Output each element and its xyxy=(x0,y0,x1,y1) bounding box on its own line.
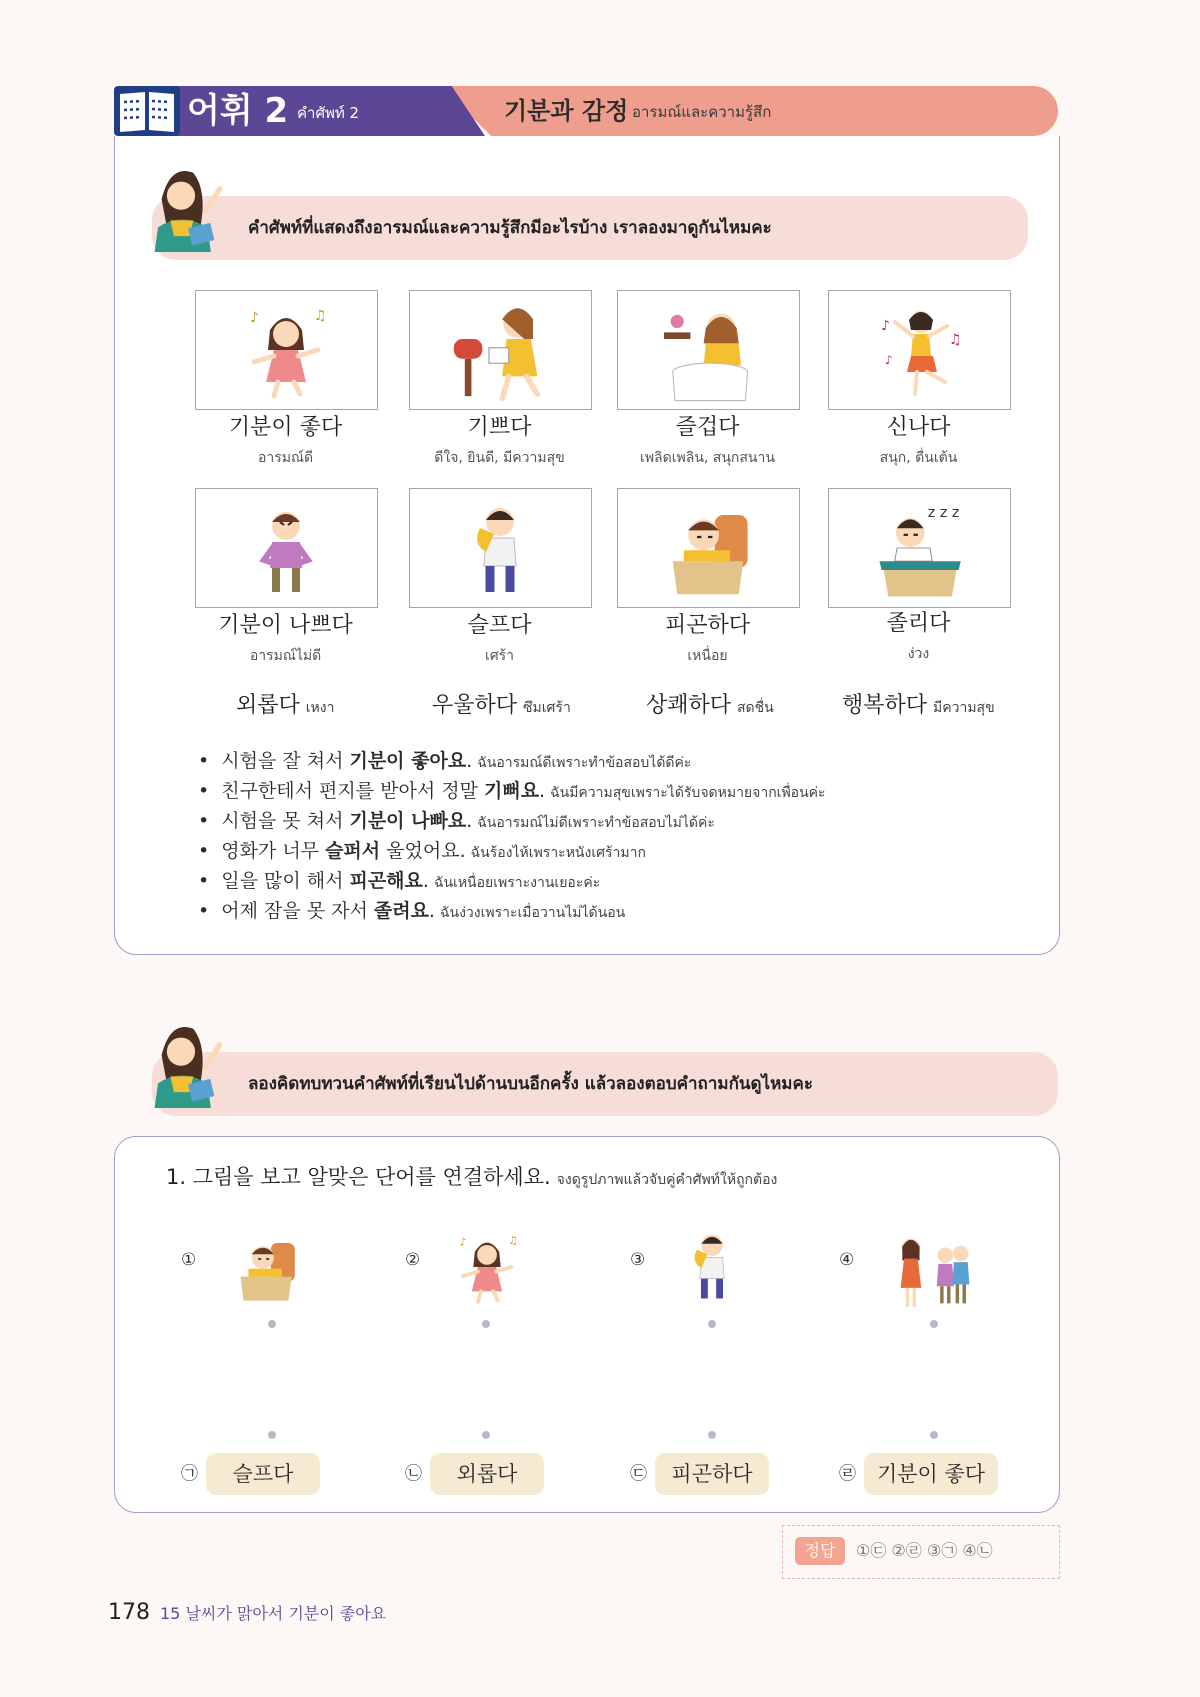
answer-text: ①㉢ ②㉣ ③㉠ ④㉡ xyxy=(856,1541,993,1560)
intro-bubble-text: คำศัพท์ที่แสดงถึงอารมณ์และความรู้สึกมีอะไรบ้าง เราลองมาดูกันไหมคะ xyxy=(248,218,772,238)
example-sentence: • 어제 잠을 못 자서 졸려요. ฉันง่วงเพราะเมื่อวานไม่ได้นอน xyxy=(198,900,626,922)
picture-number: ② xyxy=(405,1250,421,1270)
vocab-word: 슬프다 xyxy=(467,613,532,638)
extra-word: 행복하다 มีความสุข xyxy=(842,693,995,718)
vocab-word-th: เหนื่อย xyxy=(687,648,728,664)
woman-dancing-music-icon xyxy=(829,291,1010,409)
crying-boy-icon xyxy=(410,489,591,607)
vocab-word: 졸리다 xyxy=(886,611,951,636)
card-frame xyxy=(195,488,378,608)
choice-number: ㉠ xyxy=(181,1464,198,1484)
match-dot[interactable] xyxy=(708,1320,716,1328)
unit-title: 15 날씨가 맑아서 기분이 좋아요 xyxy=(160,1604,387,1623)
teacher-icon xyxy=(144,160,232,256)
vocab-word: 기분이 나쁘다 xyxy=(218,613,353,638)
vocab-word: 피곤하다 xyxy=(664,613,750,638)
choice-number: ㉡ xyxy=(405,1464,422,1484)
choice-chip: 슬프다 xyxy=(206,1453,320,1495)
happy-girl-dancing-icon xyxy=(196,291,377,409)
vocab-word-th: ง่วง xyxy=(907,646,930,662)
exercise-question: 1. 그림을 보고 알맞은 단어를 연결하세요. จงดูรูปภาพแล้วจับคู่คำศัพท์ให้ถูกต้อง xyxy=(166,1165,778,1189)
choice-number: ㉣ xyxy=(839,1464,856,1484)
girl-enjoying-tea-icon xyxy=(618,291,799,409)
vocab-section-label-th: คำศัพท์ 2 xyxy=(297,104,360,122)
extra-word: 상쾌하다 สดชื่น xyxy=(646,693,774,718)
match-dot[interactable] xyxy=(482,1431,490,1439)
match-dot[interactable] xyxy=(482,1320,490,1328)
choice-number: ㉢ xyxy=(630,1464,647,1484)
match-dot[interactable] xyxy=(930,1320,938,1328)
teacher-icon xyxy=(144,1016,232,1112)
picture-number: ③ xyxy=(630,1250,646,1270)
match-dot[interactable] xyxy=(708,1431,716,1439)
vocab-word: 신나다 xyxy=(886,415,951,440)
topic-title: 기분과 감정 xyxy=(504,97,629,125)
vocab-word-th: ดีใจ, ยินดี, มีความสุข xyxy=(434,450,565,466)
match-dot[interactable] xyxy=(930,1431,938,1439)
vocab-word: 즐겁다 xyxy=(675,415,740,440)
vocab-word: 기분이 좋다 xyxy=(228,415,343,440)
book-icon xyxy=(114,86,180,136)
example-sentence: • 시험을 잘 쳐서 기분이 좋아요. ฉันอารมณ์ดีเพราะทำข้อสอบได้ดีค่ะ xyxy=(198,750,692,772)
extra-word: 외롭다 เหงา xyxy=(236,693,335,718)
tired-boy-at-desk-icon xyxy=(226,1222,306,1312)
crying-boy-icon xyxy=(674,1218,750,1312)
choice-chip: 기분이 좋다 xyxy=(864,1453,998,1495)
card-frame xyxy=(409,488,592,608)
picture-number: ① xyxy=(181,1250,197,1270)
vocab-word-th: เศร้า xyxy=(484,648,515,664)
vocab-word-th: อารมณ์ดี xyxy=(257,450,314,466)
example-sentence: • 친구한테서 편지를 받아서 정말 기뻐요. ฉันมีความสุขเพราะได้รับจดหมายจากเพื่อนค่ะ xyxy=(198,780,826,802)
girl-with-letter-icon xyxy=(410,291,591,409)
review-bubble-text: ลองคิดทบทวนคำศัพท์ที่เรียนไปด้านบนอีกครั้ง แล้วลองตอบคำถามกันดูไหมคะ xyxy=(248,1074,814,1094)
vocab-word-th: อารมณ์ไม่ดี xyxy=(249,648,322,664)
card-frame xyxy=(617,488,800,608)
page-number: 178 xyxy=(108,1600,150,1625)
choice-chip: 외롭다 xyxy=(430,1453,544,1495)
extra-word: 우울하다 ซึมเศร้า xyxy=(432,693,571,718)
lonely-woman-watching-couple-icon xyxy=(890,1226,980,1312)
match-dot[interactable] xyxy=(268,1431,276,1439)
happy-girl-dancing-icon xyxy=(449,1222,525,1312)
example-sentence: • 시험을 못 쳐서 기분이 나빠요. ฉันอารมณ์ไม่ดีเพราะทำข้อสอบไม่ได้ค่ะ xyxy=(198,810,715,832)
card-frame xyxy=(828,290,1011,410)
card-frame xyxy=(828,488,1011,608)
tired-boy-at-desk-icon xyxy=(618,489,799,607)
card-frame xyxy=(409,290,592,410)
picture-number: ④ xyxy=(839,1250,855,1270)
vocab-word-th: สนุก, ตื่นเต้น xyxy=(879,450,958,466)
example-sentence: • 일을 많이 해서 피곤해요. ฉันเหนื่อยเพราะงานเยอะค่ะ xyxy=(198,870,601,892)
answer-label: 정답 xyxy=(795,1537,845,1565)
match-dot[interactable] xyxy=(268,1320,276,1328)
vocab-word: 기쁘다 xyxy=(467,415,532,440)
choice-chip: 피곤하다 xyxy=(655,1453,769,1495)
topic-title-th: อารมณ์และความรู้สึก xyxy=(632,103,772,121)
card-frame xyxy=(195,290,378,410)
angry-boy-icon xyxy=(196,489,377,607)
sleepy-man-at-desk-icon xyxy=(829,489,1010,607)
vocab-word-th: เพลิดเพลิน, สนุกสนาน xyxy=(640,450,775,466)
card-frame xyxy=(617,290,800,410)
example-sentence: • 영화가 너무 슬퍼서 울었어요. ฉันร้องไห้เพราะหนังเศร้ามาก xyxy=(198,840,646,862)
vocab-section-label: 어휘 2 xyxy=(187,91,289,131)
